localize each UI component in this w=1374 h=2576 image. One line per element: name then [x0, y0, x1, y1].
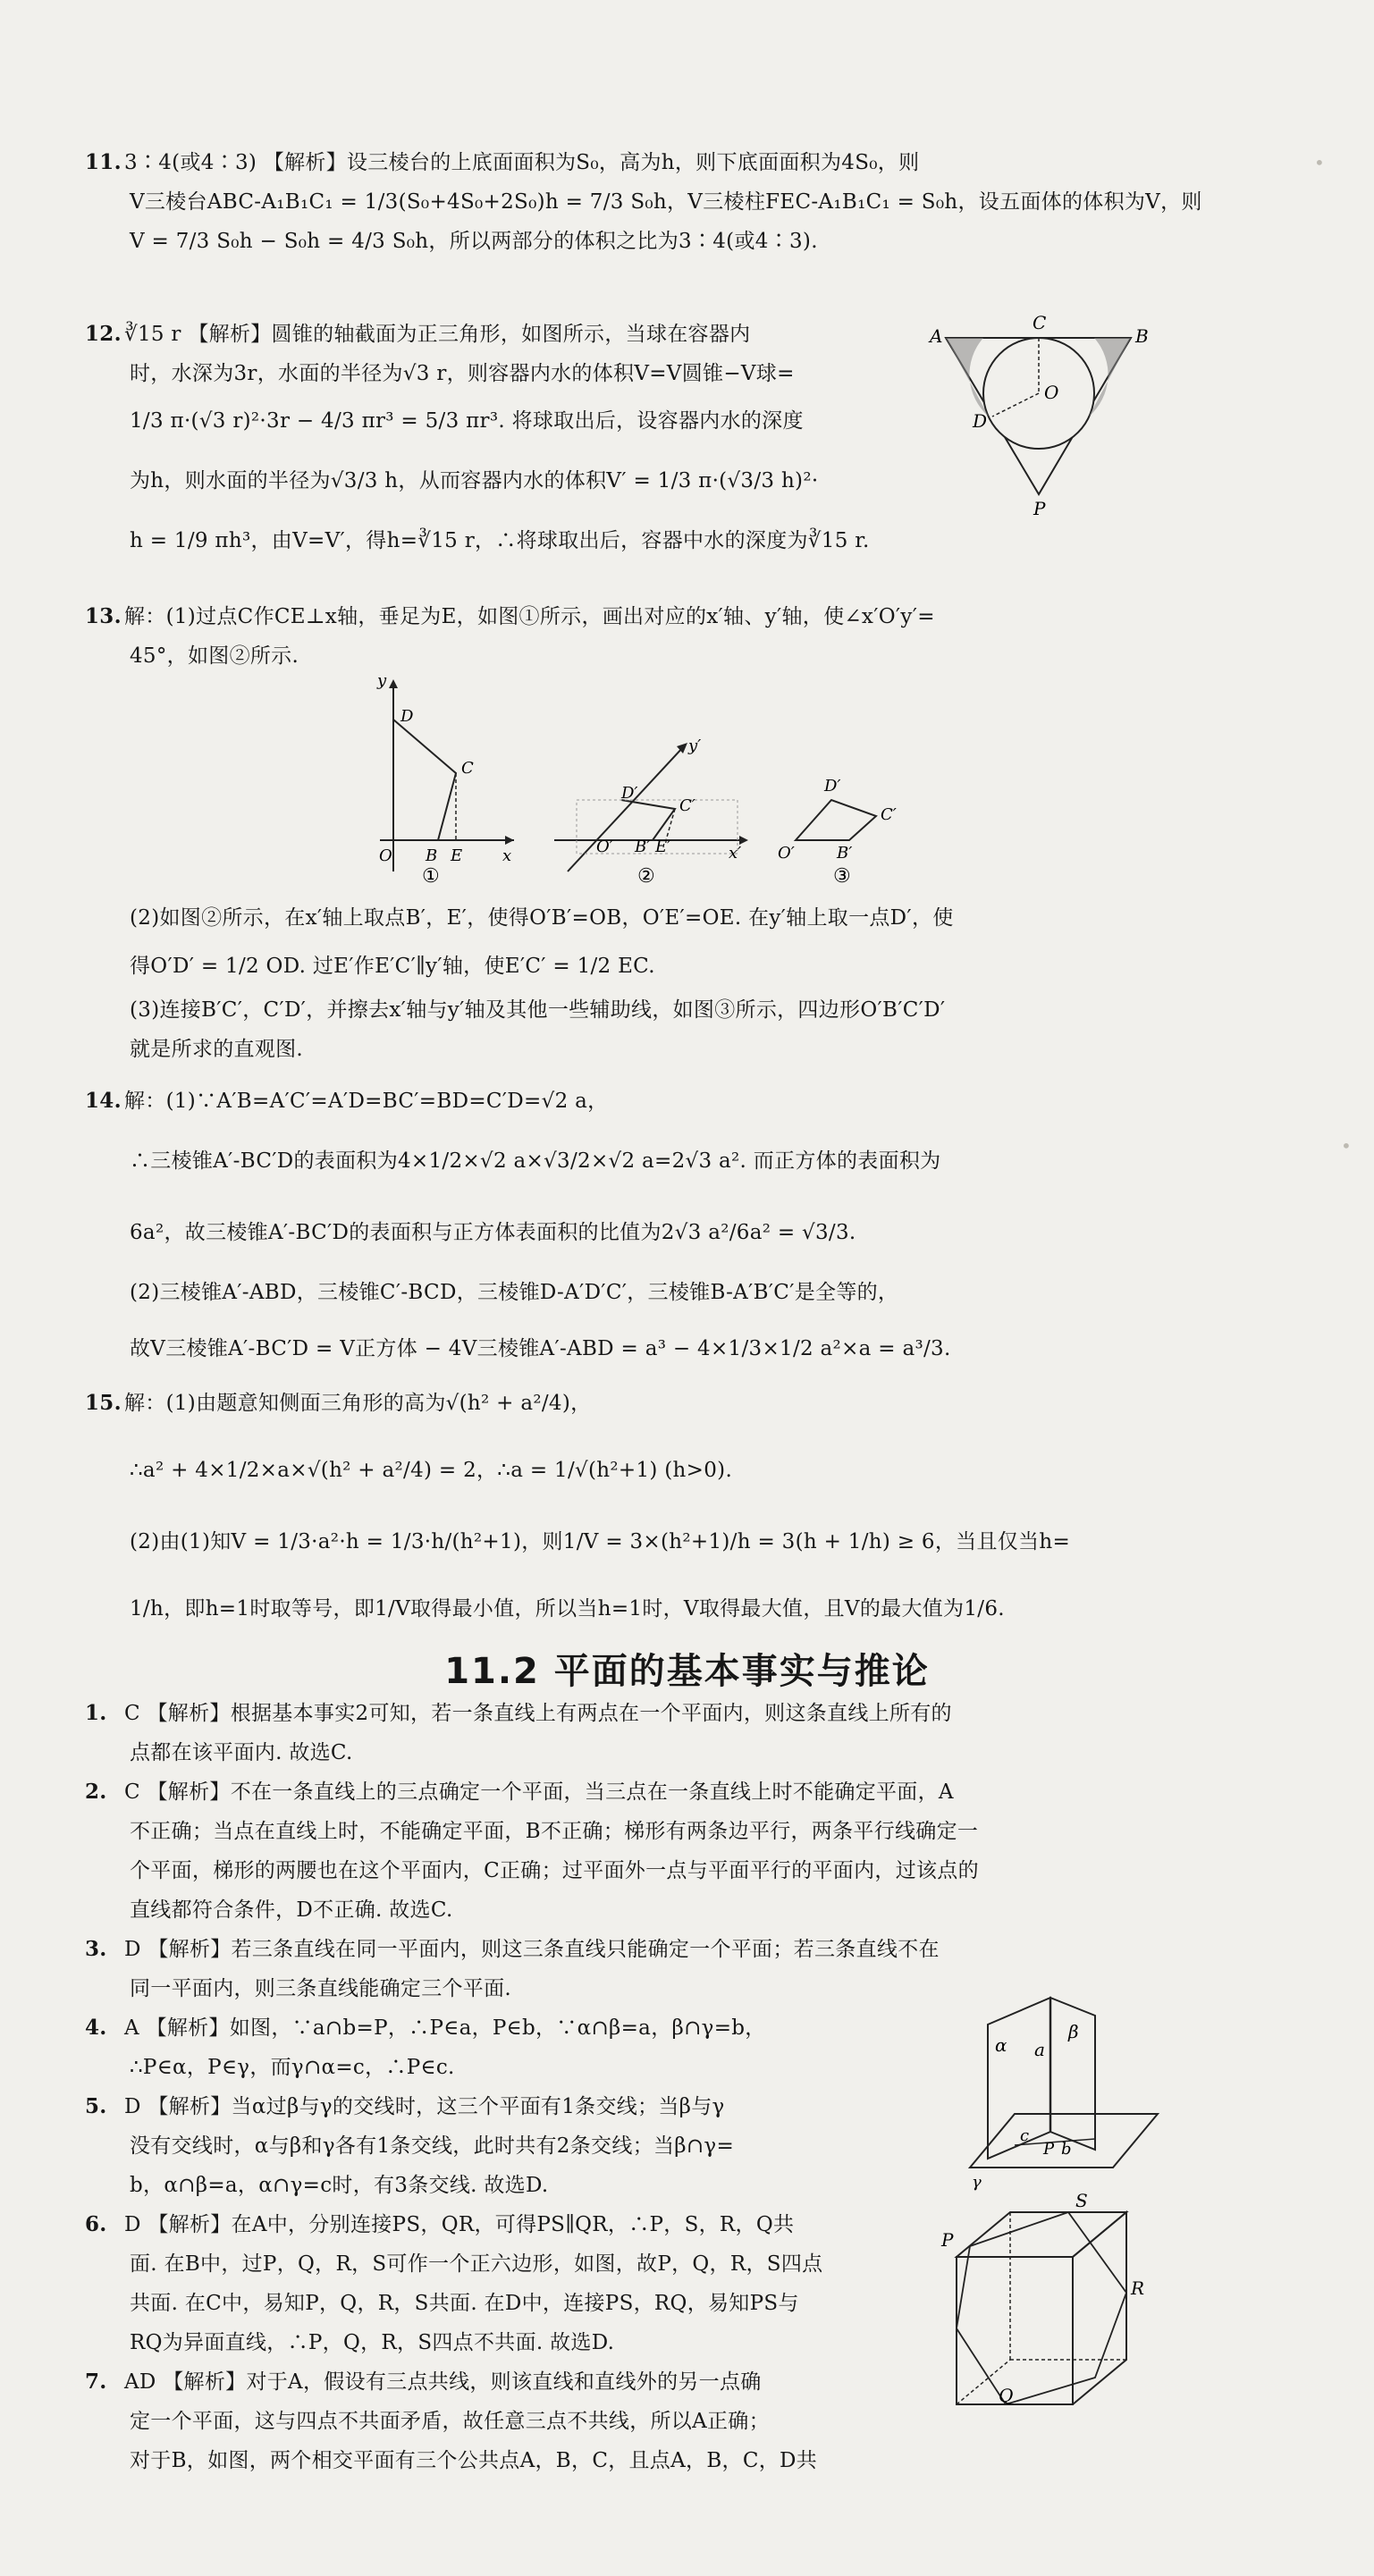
label-O: O	[1044, 382, 1059, 403]
question-number: 14.	[85, 1089, 122, 1113]
section-answer-2-line-3: 个平面，梯形的两腰也在这个平面内，C正确；过平面外一点与平面平行的平面内，过该点的	[130, 1859, 979, 1882]
label-gamma: γ	[972, 2173, 982, 2192]
label-R: R	[1131, 2277, 1145, 2299]
label-b: b	[1061, 2140, 1072, 2159]
label-x: x	[502, 846, 512, 865]
section-answer-5-line-1: D 【解析】当α过β与γ的交线时，这三个平面有1条交线；当β与γ	[124, 2095, 725, 2118]
answer-12	[85, 315, 907, 568]
label-P: P	[941, 2229, 954, 2251]
answer-13-cont	[85, 894, 1149, 1069]
label-E-prime: E′	[655, 838, 671, 856]
question-number: 7.	[85, 2370, 107, 2394]
section-answer-7-line-2: 定一个平面，这与四点不共面矛盾，故任意三点不共线，所以A正确；	[130, 2410, 770, 2433]
label-c: c	[1020, 2126, 1030, 2145]
answer-11-line-2: V三棱台ABC-A₁B₁C₁ = 1/3(S₀+4S₀+2S₀)h = 7/3 S₀h，V三棱柱FEC-A₁B₁C₁ = S₀h，设五面体的体积为V，则	[130, 190, 1202, 214]
label-P: P	[1033, 498, 1046, 519]
section-answer-6-line-4: RQ为异面直线，∴P，Q，R，S四点不共面. 故选D.	[130, 2331, 615, 2354]
figure-label-2: ②	[637, 865, 655, 888]
section-answer-1	[85, 1694, 1149, 1772]
label-S: S	[1075, 2190, 1088, 2211]
label-Q: Q	[999, 2385, 1014, 2406]
label-O: O	[379, 846, 392, 865]
question-number: 11.	[85, 150, 122, 174]
label-O-prime: O′	[778, 844, 795, 863]
answer-15-line-1: 解：(1)由题意知侧面三角形的高为√(h² + a²/4)，	[124, 1392, 592, 1415]
answer-15-line-4: 1/h，即h=1时取等号，即1/V取得最小值，所以当h=1时，V取得最大值，且V的最大值为1/6.	[130, 1597, 1005, 1621]
answer-13-line-5: (3)连接B′C′，C′D′，并擦去x′轴与y′轴及其他一些辅助线，如图③所示，四边形O′B′C′D′	[130, 998, 946, 1022]
label-C-prime: C′	[881, 805, 897, 824]
figure-label-3: ③	[833, 865, 851, 888]
cube-hexagon-figure	[934, 2190, 1149, 2418]
question-number: 2.	[85, 1780, 107, 1804]
answer-14-line-5: 故V三棱锥A′-BC′D = V正方体 − 4V三棱锥A′-ABD = a³ − 4×1/3×1/2 a²×a = a³/3.	[130, 1337, 951, 1360]
section-answer-5	[85, 2087, 943, 2205]
section-answer-6-line-2: 面. 在B中，过P，Q，R，S可作一个正六边形，如图，故P，Q，R，S四点	[130, 2252, 823, 2276]
label-B-prime: B′	[635, 838, 651, 856]
answer-14-line-4: (2)三棱锥A′-ABD，三棱锥C′-BCD，三棱锥D-A′D′C′，三棱锥B-A′B′C′是全等的，	[130, 1281, 899, 1304]
answer-13-line-3: (2)如图②所示，在x′轴上取点B′，E′，使得O′B′=OB，O′E′=OE. 在y′轴上取一点D′，使	[130, 906, 954, 930]
label-beta: β	[1068, 2021, 1079, 2042]
answer-12-line-1: ∛15 r 【解析】圆锥的轴截面为正三角形，如图所示，当球在容器内	[124, 323, 751, 346]
question-number: 12.	[85, 322, 122, 346]
answer-14	[85, 1077, 1149, 1381]
answer-12-line-3: 1/3 π·(√3 r)²·3r − 4/3 πr³ = 5/3 πr³. 将球取出后，设容器内水的深度	[130, 409, 804, 433]
label-y: y	[377, 671, 387, 690]
answer-15-line-2: ∴a² + 4×1/2×a×√(h² + a²/4) = 2，∴a = 1/√(h²+1) (h>0).	[130, 1459, 733, 1482]
answer-11	[85, 143, 1202, 261]
answer-15-line-3: (2)由(1)知V = 1/3·a²·h = 1/3·h/(h²+1)，则1/V = 3×(h²+1)/h = 3(h + 1/h) ≥ 6，当且仅当h=	[130, 1530, 1071, 1553]
label-C: C	[461, 759, 474, 778]
section-answer-3-line-1: D 【解析】若三条直线在同一平面内，则这三条直线只能确定一个平面；若三条直线不在	[124, 1938, 940, 1961]
question-number: 6.	[85, 2212, 107, 2236]
question-number: 15.	[85, 1391, 122, 1415]
answer-11-line-1: 3∶4(或4∶3) 【解析】设三棱台的上底面面积为S₀，高为h，则下底面面积为4S₀，则	[124, 151, 920, 174]
axes-figure-1	[340, 666, 518, 888]
label-E: E	[451, 846, 463, 865]
answer-13-line-1: 解：(1)过点C作CE⊥x轴，垂足为E，如图①所示，画出对应的x′轴、y′轴，使∠x′O′y′=	[124, 605, 935, 628]
label-D: D	[400, 707, 414, 726]
section-answer-6	[85, 2205, 943, 2362]
answer-15	[85, 1372, 1149, 1640]
label-C-prime: C′	[679, 796, 695, 815]
axes-figure-2	[550, 666, 755, 888]
label-D-prime: D′	[621, 784, 638, 803]
question-number: 1.	[85, 1701, 107, 1725]
answer-11-line-3: V = 7/3 S₀h − S₀h = 4/3 S₀h，所以两部分的体积之比为3∶4(或4∶3).	[130, 230, 818, 253]
label-B: B	[426, 846, 438, 865]
label-B-prime: B′	[837, 844, 853, 863]
question-number: 5.	[85, 2094, 107, 2118]
section-answer-4	[85, 2008, 943, 2087]
section-answer-5-line-2: 没有交线时，α与β和γ各有1条交线，此时共有2条交线；当β∩γ=	[130, 2134, 735, 2158]
question-number: 4.	[85, 2016, 107, 2040]
label-D-prime: D′	[824, 777, 841, 796]
answer-12-line-4: 为h，则水面的半径为√3/3 h，从而容器内水的体积V′ = 1/3 π·(√3/3 h)²·	[130, 469, 819, 492]
section-answer-5-line-3: b，α∩β=a，α∩γ=c时，有3条交线. 故选D.	[130, 2174, 549, 2197]
cone-cross-section-figure	[930, 311, 1149, 519]
question-number: 3.	[85, 1937, 107, 1961]
section-answer-4-line-2: ∴P∈α，P∈γ，而γ∩α=c，∴P∈c.	[130, 2056, 455, 2079]
section-answer-2-line-1: C 【解析】不在一条直线上的三点确定一个平面，当三点在一条直线上时不能确定平面，A	[124, 1780, 954, 1804]
section-answer-1-line-1: C 【解析】根据基本事实2可知，若一条直线上有两点在一个平面内，则这条直线上所有的	[124, 1702, 952, 1725]
section-answer-7	[85, 2362, 943, 2480]
label-D: D	[973, 410, 988, 432]
axes-figure-3	[778, 666, 930, 888]
section-answer-7-line-1: AD 【解析】对于A，假设有三点共线，则该直线和直线外的另一点确	[124, 2370, 762, 2394]
figure-label-1: ①	[422, 865, 440, 888]
label-B: B	[1135, 325, 1149, 347]
answer-13-line-2: 45°，如图②所示.	[130, 644, 299, 668]
answer-14-line-1: 解：(1)∵A′B=A′C′=A′D=BC′=BD=C′D=√2 a，	[124, 1090, 609, 1113]
bleed-mark: •	[1314, 152, 1325, 173]
answer-13-line-6: 就是所求的直观图.	[130, 1038, 304, 1061]
question-number: 13.	[85, 604, 122, 628]
bleed-mark: •	[1341, 1135, 1352, 1157]
answer-12-line-5: h = 1/9 πh³，由V=V′，得h=∛15 r，∴将球取出后，容器中水的深度为∛15 r.	[130, 529, 870, 552]
section-answer-6-line-3: 共面. 在C中，易知P，Q，R，S共面. 在D中，连接PS，RQ，易知PS与	[130, 2292, 799, 2315]
answer-12-line-2: 时，水深为3r，水面的半径为√3 r，则容器内水的体积V=V圆锥−V球=	[130, 362, 795, 385]
section-title: 11.2 平面的基本事实与推论	[444, 1651, 930, 1692]
label-C: C	[1033, 312, 1047, 333]
answer-13	[85, 597, 1149, 676]
section-answer-1-line-2: 点都在该平面内. 故选C.	[130, 1741, 353, 1764]
label-A: A	[930, 325, 943, 347]
section-answer-2-line-4: 直线都符合条件，D不正确. 故选C.	[130, 1898, 453, 1922]
answer-14-line-2: ∴三棱锥A′-BC′D的表面积为4×1/2×√2 a×√3/2×√2 a=2√3 a². 而正方体的表面积为	[130, 1149, 941, 1173]
section-answer-2	[85, 1772, 1149, 1930]
label-P: P	[1043, 2140, 1055, 2159]
label-O-prime: O′	[596, 838, 613, 856]
section-answer-3-line-2: 同一平面内，则三条直线能确定三个平面.	[130, 1977, 512, 2000]
section-answer-7-line-3: 对于B，如图，两个相交平面有三个公共点A，B，C，且点A，B，C，D共	[130, 2449, 818, 2472]
section-answer-4-line-1: A 【解析】如图，∵a∩b=P，∴P∈a，P∈b，∵α∩β=a，β∩γ=b，	[124, 2016, 766, 2040]
section-answer-2-line-2: 不正确；当点在直线上时，不能确定平面，B不正确；梯形有两条边平行，两条平行线确定一	[130, 1820, 979, 1843]
label-y-prime: y′	[688, 737, 702, 755]
label-alpha: α	[995, 2034, 1007, 2056]
label-x-prime: x′	[729, 844, 742, 863]
label-a: a	[1034, 2039, 1045, 2060]
answer-14-line-3: 6a²，故三棱锥A′-BC′D的表面积与正方体表面积的比值为2√3 a²/6a² = √3/3.	[130, 1221, 856, 1244]
three-planes-figure	[961, 1989, 1167, 2194]
section-answer-6-line-1: D 【解析】在A中，分别连接PS，QR，可得PS∥QR，∴P，S，R，Q共	[124, 2213, 795, 2236]
answer-13-line-4: 得O′D′ = 1/2 OD. 过E′作E′C′∥y′轴，使E′C′ = 1/2 EC.	[130, 955, 655, 978]
